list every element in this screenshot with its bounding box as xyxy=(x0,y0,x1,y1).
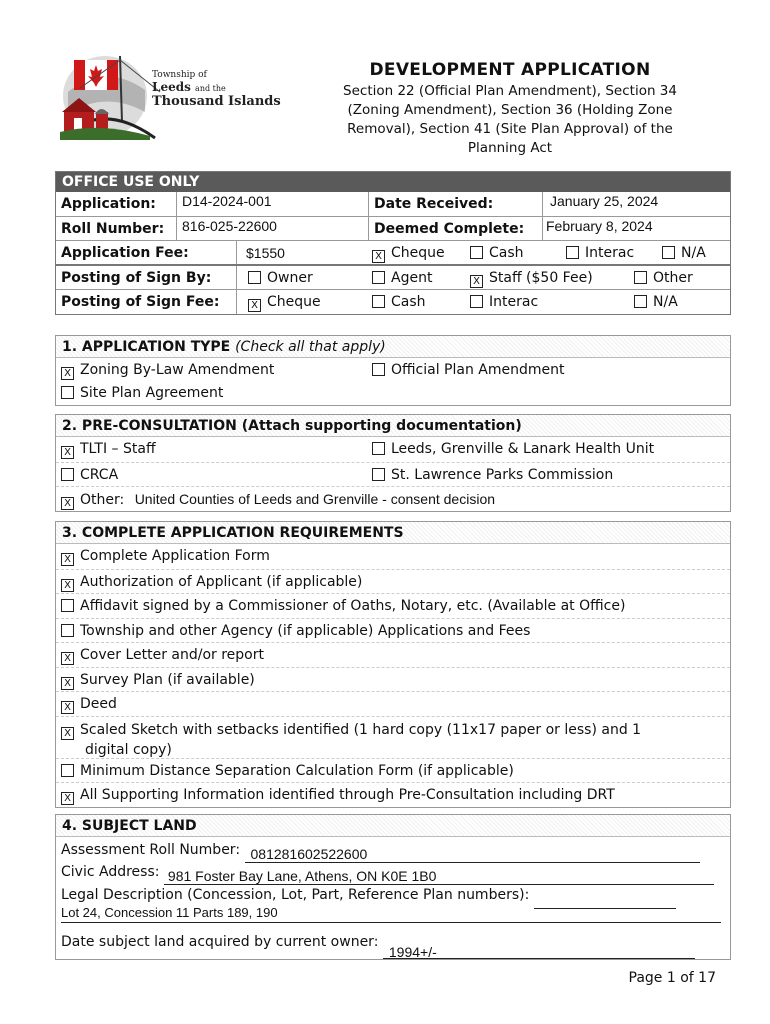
requirement-item[interactable]: X Authorization of Applicant (if applicable) xyxy=(56,569,730,594)
requirement-item[interactable]: Affidavit signed by a Commissioner of Oaths, Notary, etc. (Available at Office) xyxy=(56,593,730,618)
checkbox-icon[interactable]: X xyxy=(61,579,74,592)
checkbox-icon[interactable] xyxy=(372,442,385,455)
other-option[interactable]: X Other: xyxy=(61,492,124,508)
st-lawrence-option[interactable]: St. Lawrence Parks Commission xyxy=(372,463,613,488)
sign-by-agent[interactable]: Agent xyxy=(372,266,432,290)
checkbox-icon[interactable] xyxy=(634,295,647,308)
legal-description-label: Legal Description (Concession, Lot, Part, Reference Plan numbers): xyxy=(61,887,530,903)
checkbox-icon[interactable]: X xyxy=(61,677,74,690)
checkbox-icon[interactable] xyxy=(662,246,675,259)
checkbox-icon[interactable]: X xyxy=(61,553,74,566)
checkbox-icon[interactable] xyxy=(470,246,483,259)
section-requirements xyxy=(55,521,731,808)
official-plan-option[interactable]: Official Plan Amendment xyxy=(372,358,565,383)
application-fee-label: Application Fee: xyxy=(61,245,189,261)
sign-by-other[interactable]: Other xyxy=(634,266,693,290)
sign-fee-cash[interactable]: Cash xyxy=(372,290,426,314)
crca-option[interactable]: CRCA xyxy=(61,467,118,483)
logo-line1: Township of xyxy=(152,70,207,80)
acquired-date-label: Date subject land acquired by current owner: xyxy=(61,934,379,950)
payment-na[interactable]: N/A xyxy=(662,241,706,265)
subtitle-line: Removal), Section 41 (Site Plan Approval) of the xyxy=(347,121,673,137)
section-pre-consultation xyxy=(55,414,731,512)
payment-interac[interactable]: Interac xyxy=(566,241,634,265)
office-use-heading: OFFICE USE ONLY xyxy=(56,172,730,192)
payment-cash[interactable]: Cash xyxy=(470,241,524,265)
subtitle-line: Planning Act xyxy=(467,140,553,156)
roll-number-field[interactable]: 081281602522600 xyxy=(245,845,700,863)
sign-fee-cheque[interactable]: X Cheque xyxy=(248,290,321,314)
application-value[interactable]: D14-2024-001 xyxy=(182,193,272,209)
legal-description-field[interactable]: Lot 24, Concession 11 Parts 189, 190 xyxy=(61,906,721,923)
logo-text xyxy=(152,70,281,109)
document-title: DEVELOPMENT APPLICATION xyxy=(369,60,651,80)
checkbox-icon[interactable] xyxy=(61,386,74,399)
checkbox-icon[interactable] xyxy=(372,295,385,308)
checkbox-icon[interactable] xyxy=(372,271,385,284)
application-label: Application: xyxy=(61,196,156,212)
section-application-type xyxy=(55,335,731,406)
subtitle-line: Section 22 (Official Plan Amendment), Section 34 xyxy=(343,83,677,99)
page-number: Page 1 of 17 xyxy=(628,970,716,986)
site-plan-option[interactable]: Site Plan Agreement xyxy=(61,385,223,401)
checkbox-icon[interactable] xyxy=(61,624,74,637)
sign-fee-interac[interactable]: Interac xyxy=(470,290,538,314)
checkbox-icon[interactable] xyxy=(61,468,74,481)
checkbox-icon[interactable] xyxy=(566,246,579,259)
requirement-item[interactable]: X Cover Letter and/or report xyxy=(56,642,730,667)
checkbox-icon[interactable] xyxy=(372,363,385,376)
sign-by-staff[interactable]: X Staff ($50 Fee) xyxy=(470,266,593,290)
zoning-option[interactable]: X Zoning By-Law Amendment xyxy=(61,362,274,378)
checkbox-icon[interactable]: X xyxy=(372,250,385,263)
section-subject-land xyxy=(55,814,731,960)
health-unit-option[interactable]: Leeds, Grenville & Lanark Health Unit xyxy=(372,437,654,462)
requirement-item[interactable]: X Complete Application Form xyxy=(56,544,730,569)
sign-fee-label: Posting of Sign Fee: xyxy=(61,294,220,310)
requirement-item[interactable]: X All Supporting Information identified through Pre-Consultation including DRT xyxy=(56,782,730,807)
payment-cheque[interactable]: X Cheque xyxy=(372,241,445,265)
checkbox-icon[interactable]: X xyxy=(61,446,74,459)
requirement-item[interactable]: Township and other Agency (if applicable) Applications and Fees xyxy=(56,618,730,643)
sign-by-label: Posting of Sign By: xyxy=(61,270,212,286)
civic-address-label: Civic Address: xyxy=(61,864,160,880)
checkbox-icon[interactable]: X xyxy=(61,367,74,380)
checkbox-icon[interactable]: X xyxy=(61,701,74,714)
civic-address-field[interactable]: 981 Foster Bay Lane, Athens, ON K0E 1B0 xyxy=(164,867,714,885)
date-received-value[interactable]: January 25, 2024 xyxy=(550,193,659,209)
requirement-item[interactable]: X Survey Plan (if available) xyxy=(56,667,730,692)
sign-fee-na[interactable]: N/A xyxy=(634,290,678,314)
checkbox-icon[interactable]: X xyxy=(248,299,261,312)
subtitle-line: (Zoning Amendment), Section 36 (Holding Zone xyxy=(347,102,673,118)
checkbox-icon[interactable] xyxy=(61,764,74,777)
requirement-item[interactable]: Minimum Distance Separation Calculation Form (if applicable) xyxy=(56,758,730,783)
checkbox-icon[interactable] xyxy=(372,468,385,481)
checkbox-icon[interactable]: X xyxy=(61,652,74,665)
other-value[interactable]: United Counties of Leeds and Grenville - consent decision xyxy=(134,491,496,507)
roll-number-field-label: Assessment Roll Number: xyxy=(61,842,241,858)
acquired-date-field[interactable]: 1994+/- xyxy=(383,941,695,959)
section-2-heading: 2. PRE-CONSULTATION (Attach supporting documentation) xyxy=(56,415,730,437)
section-4-heading: 4. SUBJECT LAND xyxy=(56,815,730,837)
logo-line3: Thousand Islands xyxy=(152,94,281,109)
checkbox-icon[interactable]: X xyxy=(470,275,483,288)
tlti-option[interactable]: X TLTI – Staff xyxy=(61,441,156,457)
document-header xyxy=(300,60,720,158)
section-3-heading: 3. COMPLETE APPLICATION REQUIREMENTS xyxy=(56,522,730,544)
roll-number-value[interactable]: 816-025-22600 xyxy=(182,218,277,234)
checkbox-icon[interactable]: X xyxy=(61,792,74,805)
logo-line2: Leeds and the xyxy=(152,80,226,94)
roll-number-label: Roll Number: xyxy=(61,221,165,237)
sign-by-owner[interactable]: Owner xyxy=(248,266,313,290)
checkbox-icon[interactable]: X xyxy=(61,727,74,740)
date-received-label: Date Received: xyxy=(374,196,494,212)
checkbox-icon[interactable]: X xyxy=(61,497,74,510)
application-fee-value[interactable]: $1550 xyxy=(246,245,285,261)
requirement-item[interactable]: X Deed xyxy=(56,691,730,716)
deemed-complete-label: Deemed Complete: xyxy=(374,221,525,237)
checkbox-icon[interactable] xyxy=(61,599,74,612)
checkbox-icon[interactable] xyxy=(634,271,647,284)
deemed-complete-value[interactable]: February 8, 2024 xyxy=(546,218,653,234)
requirement-item[interactable]: X Scaled Sketch with setbacks identified (1 hard copy (11x17 paper or less) and 1 digital copy) xyxy=(56,716,730,758)
checkbox-icon[interactable] xyxy=(470,295,483,308)
checkbox-icon[interactable] xyxy=(248,271,261,284)
section-1-heading: 1. APPLICATION TYPE (Check all that apply) xyxy=(56,336,730,358)
office-use-table xyxy=(55,171,731,315)
